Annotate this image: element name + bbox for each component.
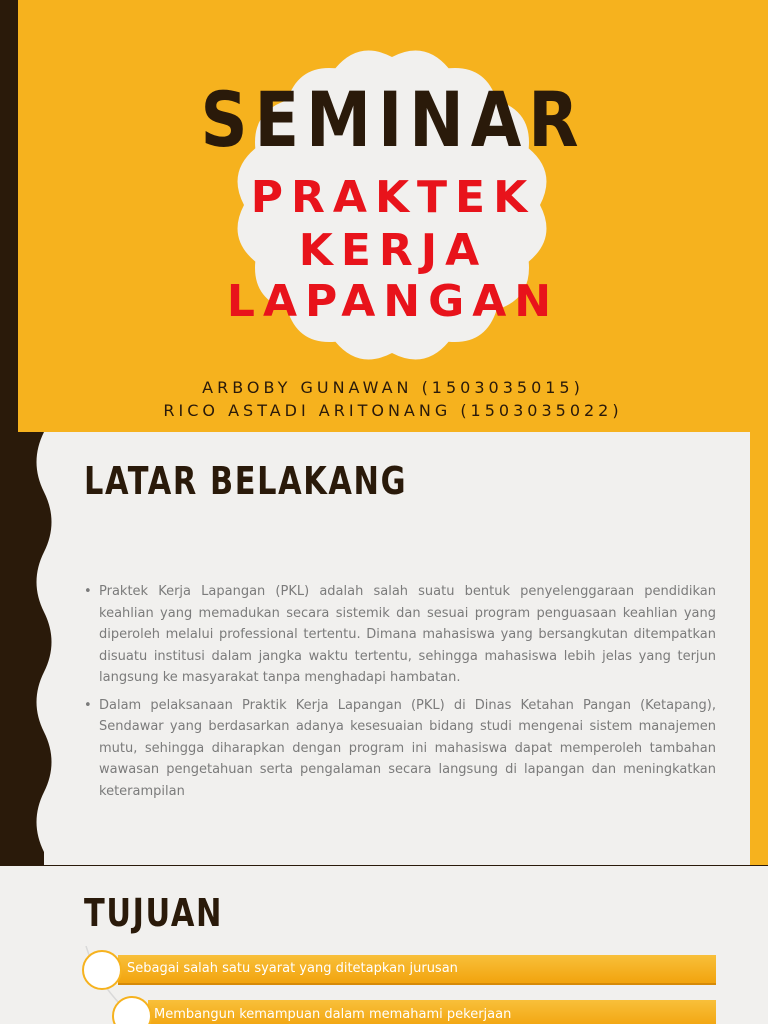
background-bullet-list bbox=[84, 581, 716, 808]
bullet-item bbox=[84, 695, 716, 803]
bullet-text: Dalam pelaksanaan Praktik Kerja Lapangan (PKL) di Dinas Ketahan Pangan (Ketapang), Sendawar yang berdasarkan adanya kesesuaian bidang studi mengenai sistem manajemen mutu, sehingga diharapkan dengan program ini mahasiswa dapat memperoleh tambahan wawasan pengetahuan serta pengalaman secara langsung di lapangan dan meningkatkan keterampilan bbox=[99, 697, 716, 799]
latar-belakang-heading: LATAR BELAKANG bbox=[84, 459, 408, 503]
subtitle-line-1: PRAKTEK bbox=[250, 172, 536, 223]
subtitle-line-3: LAPANGAN bbox=[226, 276, 560, 327]
seminar-title: SEMINAR bbox=[200, 75, 586, 164]
goal-marker-2 bbox=[112, 996, 152, 1024]
goal-bar-2 bbox=[148, 1000, 716, 1024]
right-accent-stripe bbox=[750, 432, 768, 865]
goal-bar-1 bbox=[118, 955, 716, 985]
author-1: ARBOBY GUNAWAN (1503035015) bbox=[202, 378, 584, 397]
bullet-text: Praktek Kerja Lapangan (PKL) adalah salah suatu bentuk penyelenggaraan pendidikan keahlian yang memadukan secara sistemik dan sesuai program penguasaan keahlian yang diperoleh melalui professional tertentu. Dimana mahasiswa yang bersangkutan ditempatkan disuatu institusi dalam jangka waktu tertentu, sehingga mahasiswa lebih jelas yang terjun langsung ke masyarakat tanpa menghadapi hambatan. bbox=[99, 584, 716, 685]
left-wave-border bbox=[0, 432, 60, 865]
goal-text-1: Sebagai salah satu syarat yang ditetapkan jurusan bbox=[127, 961, 458, 976]
goal-marker-1 bbox=[82, 950, 122, 990]
left-dark-bar bbox=[0, 0, 18, 432]
bullet-dot: • bbox=[84, 697, 92, 713]
subtitle-line-2: KERJA bbox=[298, 225, 488, 276]
background-slide bbox=[0, 432, 768, 865]
author-2: RICO ASTADI ARITONANG (1503035022) bbox=[163, 401, 623, 420]
objectives-slide bbox=[0, 866, 768, 1024]
bullet-dot: • bbox=[84, 584, 92, 599]
tujuan-heading: TUJUAN bbox=[84, 891, 224, 935]
goal-text-2: Membangun kemampuan dalam memahami pekerjaan bbox=[154, 1007, 512, 1022]
bullet-item bbox=[84, 581, 716, 689]
title-slide bbox=[0, 0, 768, 432]
